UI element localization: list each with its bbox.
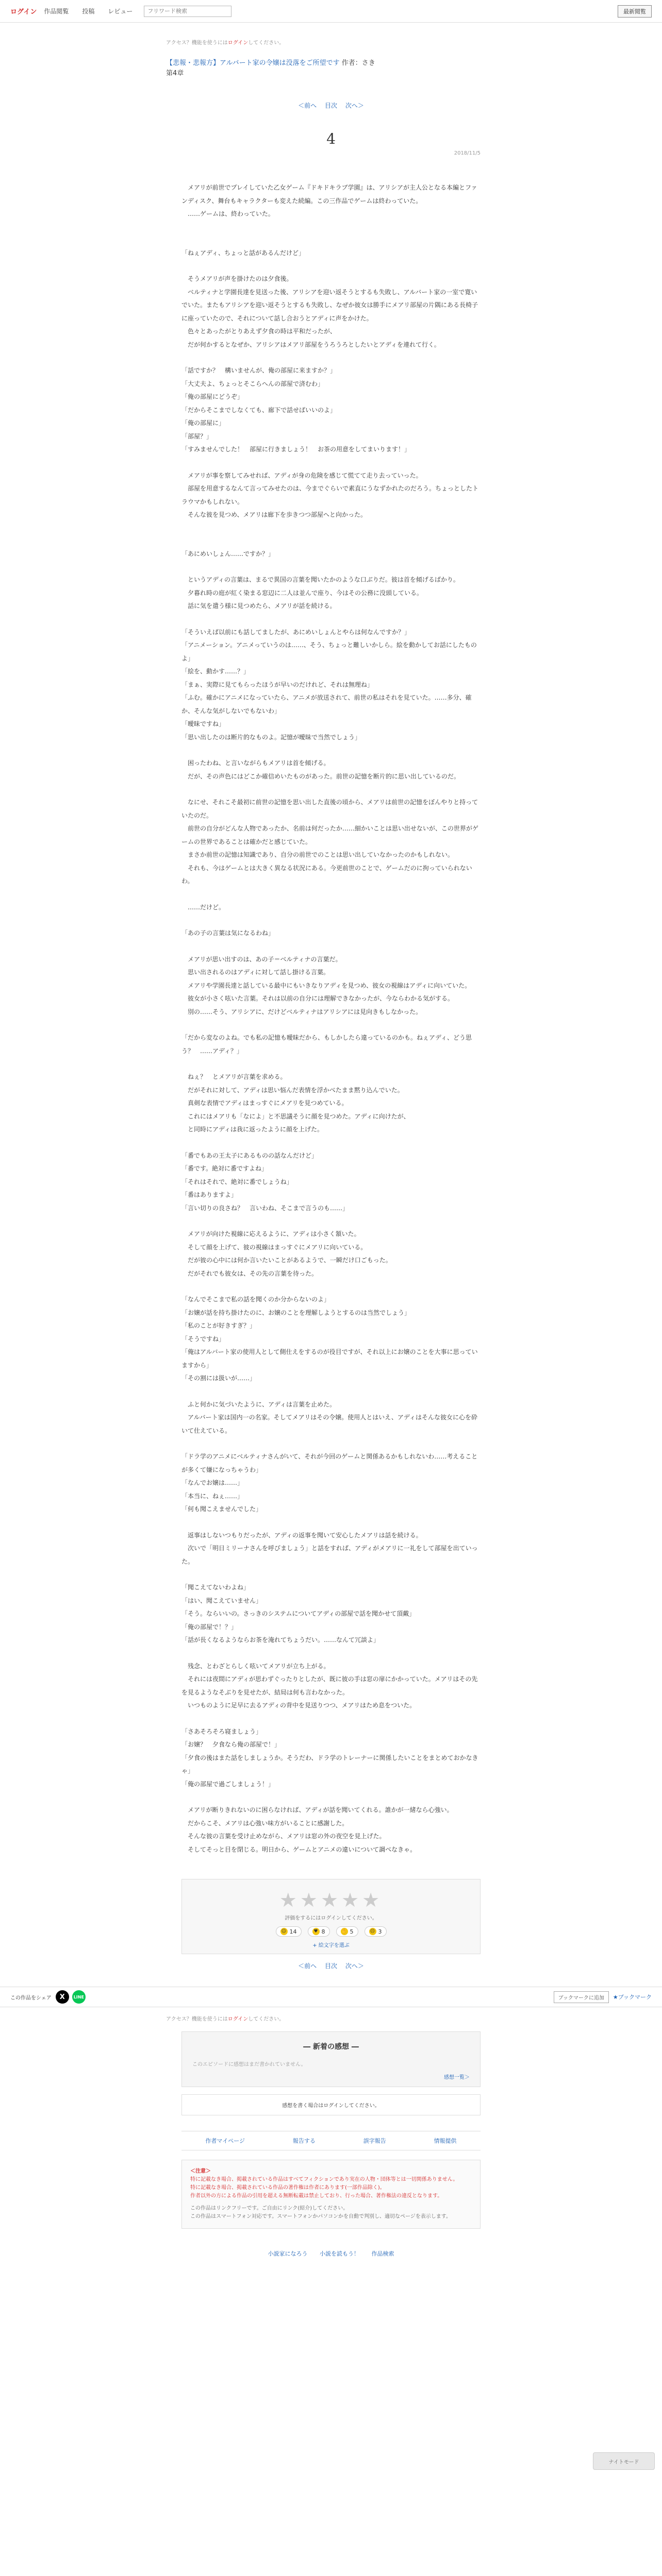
work-title-link[interactable]: 【悲報・悲報方】アルバート家の令嬢は没落をご所望です — [166, 59, 340, 67]
lower-content — [166, 2014, 496, 2022]
body-paragraph — [181, 1713, 481, 1725]
body-paragraph: 「お嬢が話を持ち掛けたのに、お嬢のことを理解しようとするのは当然でしょう」 — [181, 1309, 411, 1316]
body-paragraph — [181, 1791, 481, 1804]
author-links — [181, 2131, 481, 2150]
body-paragraph: 「俺はアルバート家の使用人として側仕えをするのが役目ですが、それ以上にお嬢のことを大事に思っていますから」 — [181, 1348, 478, 1369]
body-paragraph: 「だから変なのよね。でも私の記憶も曖昧だから、もしかしたら違っているのかも。ねぇアディ、どう思う？ ……アディ？」 — [181, 1034, 472, 1055]
body-paragraph: だが、その声色にはどこか確信めいたものがあった。前世の記憶を断片的に思い出しているのだ。 — [181, 772, 460, 780]
body-paragraph: 彼女が小さく呟いた言葉。それは以前の自分には理解できなかったが、今ならわかる気がする。 — [181, 995, 454, 1002]
body-paragraph — [181, 888, 481, 901]
body-paragraph: だが彼の心中には何か言いたいことがあるようで、一瞬だけ口ごもった。 — [181, 1257, 392, 1264]
body-paragraph: 「番でもあの王太子にあるものの話なんだけど」 — [181, 1151, 318, 1159]
line-share-icon[interactable]: LINE — [72, 1990, 86, 2004]
impressions-box — [181, 2031, 481, 2087]
body-paragraph: 次いで「明日ミリーナさんを呼びましょう」と話をすれば、アディがメアリに一礼をして部屋を出ていった。 — [181, 1545, 478, 1565]
next-link-bottom[interactable]: 次へ＞ — [345, 1962, 364, 1970]
body-paragraph: 「その割には扱いが……」 — [181, 1375, 256, 1382]
search-input[interactable] — [144, 6, 231, 17]
body-paragraph: 夕暮れ時の庭が紅く染まる窓辺に二人は並んで座り、今はその公務に没頭している。 — [181, 589, 423, 597]
prev-link[interactable]: ＜前へ — [298, 102, 317, 109]
body-paragraph: だがそれに対して、アディは思い悩んだ表情を浮かべたまま黙り込んでいた。 — [181, 1086, 404, 1094]
body-paragraph — [181, 1019, 481, 1031]
impressions-empty: このエピソードに感想はまだ書かれていません。 — [192, 2062, 306, 2067]
clap-icon: ✋ — [341, 1929, 347, 1934]
body-paragraph: 「そういえば以前にも話してましたが、あにめいしょんとやらは何なんですか？」 — [181, 628, 411, 636]
body-paragraph: 「あの子の言葉は気になるわね」 — [181, 929, 275, 937]
body-paragraph: 「絵を、動かす……？」 — [181, 668, 250, 675]
body-paragraph — [181, 1058, 481, 1071]
body-paragraph — [181, 613, 481, 626]
star-icon[interactable]: ★ — [320, 1889, 342, 1911]
body-paragraph: そうメアリが声を掛けたのは夕食後。 — [181, 275, 293, 282]
next-link[interactable]: 次へ＞ — [345, 102, 364, 109]
body-paragraph: いつものように足早に去るアディの背中を見送りつつ、メアリはため息をついた。 — [181, 1702, 416, 1709]
footer-link-2[interactable]: 小説を読もう！ — [320, 2250, 359, 2257]
body-paragraph: 「はい、聞こえていません」 — [181, 1597, 262, 1604]
share-actions — [554, 1991, 652, 2003]
body-paragraph: 「聞こえてないわよね」 — [181, 1584, 250, 1591]
login-link-bottom[interactable]: ログイン — [227, 2016, 249, 2022]
body-paragraph: アルバート家は国内一の名家。そしてメアリはその令嬢。使用人とはいえ、アディはそんな彼女に心を砕いて仕えている。 — [181, 1414, 477, 1434]
notice-title: ＜注意＞ — [190, 2168, 211, 2174]
body-paragraph — [181, 522, 481, 535]
body-paragraph: 残念、とわざとらしく呟いてメアリが立ち上がる。 — [181, 1662, 330, 1670]
body-paragraph: 部屋を用意するなんて言ってみせたのは、今までぐらいで素直にうなずかれたのだろう。ちょっとしたトラウマかもしれない。 — [181, 485, 479, 505]
notice-gray-1: この作品はリンクフリーです。ご自由にリンク(紹介)してください。 — [190, 2206, 349, 2211]
body-paragraph: 「夕食の後はまた話をしましょうか。そうだわ、ドラ学のトレーナーに関係したいことをまとめておかなきゃ」 — [181, 1754, 478, 1774]
impressions-login-note[interactable]: 感想を書く場合はログインしてください。 — [181, 2094, 481, 2115]
body-paragraph: 「番はありますよ」 — [181, 1191, 238, 1198]
heart-icon: ♥ — [312, 1928, 320, 1935]
body-paragraph — [181, 234, 481, 247]
star-icon[interactable]: ★ — [300, 1889, 321, 1911]
body-paragraph: 話に気を遣う様に見つめたら、メアリが話を続ける。 — [181, 602, 336, 609]
info-link[interactable]: 情報提供 — [434, 2138, 457, 2144]
body-paragraph — [181, 1215, 481, 1228]
rating-note: 評価をするにはログインしてください。 — [285, 1916, 377, 1921]
reaction-cry[interactable]: ☹ 3 — [365, 1926, 387, 1937]
body-paragraph — [181, 914, 481, 927]
toc-link-bottom[interactable]: 目次 — [324, 1962, 337, 1970]
pager-bottom — [166, 1961, 496, 1970]
chapter-number: 4 — [326, 130, 336, 147]
body-paragraph — [181, 221, 481, 234]
cry-icon: ☹ — [369, 1928, 376, 1935]
body-paragraph: メアリが前世でプレイしていた乙女ゲーム『ドキドキラブ学園』は、アリシアが主人公となる本編とファンディスク、舞台もキャラクターも変えた続編。この三作品でゲームは終わっていた。 — [181, 184, 477, 205]
body-paragraph: メアリや学園長達と話している最中にもいきなりアディを見つめ、彼女の視線はアディに向いていた。 — [181, 981, 471, 989]
impressions-title: ― 新着の感想 ― — [303, 2043, 359, 2051]
body-paragraph: ふと何かに気づいたように、アディは言葉を止めた。 — [181, 1400, 336, 1408]
body-paragraph — [181, 1568, 481, 1581]
body-paragraph: 「なんでそこまで私の話を聞くのか分からないのよ」 — [181, 1296, 330, 1303]
star-icon[interactable]: ★ — [279, 1889, 300, 1911]
body-paragraph: というアディの言葉は、まるで異国の言葉を聞いたかのような口ぶりだ。彼は首を傾げるばかり。 — [181, 576, 459, 583]
body-paragraph: 「大丈夫よ、ちょっとそこらへんの部屋で済むわ」 — [181, 380, 324, 387]
notice-red-2: 特に記載なき場合、掲載されている作品の著作権は作者にあります(一部作品除く)。 — [190, 2185, 385, 2191]
body-paragraph: 「俺の部屋にどうぞ」 — [181, 393, 244, 400]
nav-review[interactable]: レビュー — [108, 8, 133, 15]
body-paragraph: 「すみませんでした！ 部屋に行きましょう！ お茶の用意をしてまいります！」 — [181, 446, 411, 453]
smile-icon: ☺ — [280, 1928, 288, 1935]
body-paragraph: 「部屋？」 — [181, 432, 213, 440]
body-paragraph: 「ドラ学のアニメにベルティナさんがいて、それが今回のゲームと関係あるかもしれないわ……考えることが多くて嫌になっちゃうわ」 — [181, 1453, 478, 1473]
body-paragraph: そして顔を上げて、彼の視線はまっすぐにメアリに向いている。 — [181, 1243, 367, 1251]
body-paragraph: メアリが事を察してみせれば、アディが身の危険を感じて慌てて走り去っていった。 — [181, 471, 422, 479]
reaction-heart[interactable]: ♥ 8 — [308, 1926, 330, 1937]
reaction-smile[interactable]: ☺ 14 — [276, 1926, 302, 1937]
footer — [166, 2249, 496, 2258]
body-paragraph: それも、今はゲームとは大きく異なる状況にある。今更前世のことで、ゲームだのに拘っていられないわ。 — [181, 864, 472, 885]
body-paragraph: 色々とあったがとりあえず夕食の時は平和だったが、 — [181, 328, 336, 335]
body-paragraph: 「話ですか？ 構いませんが、俺の部屋に来ますか？」 — [181, 367, 337, 374]
nav-browse[interactable]: 作品閲覧 — [44, 8, 69, 15]
author-page-link[interactable]: 作者マイページ — [205, 2138, 245, 2144]
typo-report-link[interactable]: 誤字報告 — [363, 2138, 386, 2144]
body-paragraph: 「俺の部屋に」 — [181, 419, 225, 427]
body-paragraph: メアリが思い出すのは、あの子＝ベルティナの言葉だ。 — [181, 955, 342, 963]
body-paragraph: これにはメアリも「なによ」と不思議そうに顔を見つめた。アディに向けたが、 — [181, 1112, 410, 1120]
body-paragraph: だがそれでも彼女は、その先の言葉を待った。 — [181, 1269, 318, 1277]
body-paragraph: そしてそっと目を閉じる。明日から、ゲームとアニメの違いについて調べなきゃ。 — [181, 1845, 417, 1853]
share-bar — [0, 1987, 662, 2007]
nav-post[interactable]: 投稿 — [82, 8, 95, 15]
body-paragraph — [181, 744, 481, 757]
star-icon[interactable]: ★ — [341, 1889, 362, 1911]
body-paragraph: 「本当に、ねぇ……」 — [181, 1492, 244, 1500]
body-paragraph: ベルティナと学園長達を見送った後、アリシアを迎い返そうとするも失敗し、アルバート家の一室で寛いでいた。またもアリシアを迎い返そうとするも失敗し、なぜか彼女は勝手にメアリ部屋の片隅にある長椅子に座っていたので、それについて話し合おうとアディに声をかけた。 — [181, 288, 478, 322]
body-paragraph — [181, 535, 481, 548]
history-button[interactable]: 最新閲覧 — [618, 5, 652, 18]
body-paragraph: 「ねぇアディ、ちょっと話があるんだけど」 — [181, 249, 305, 257]
login-note-bottom: アクセス？機能を使うにはログインしてください。 — [166, 2016, 285, 2022]
x-share-icon[interactable]: X — [56, 1990, 69, 2004]
body-paragraph: だが何かするとなぜか、アリシアはメアリ部屋をうろうろとしたいとアディを連れて行く。 — [181, 341, 440, 348]
rating-box — [181, 1879, 481, 1954]
login-note: アクセス？機能を使うにはログインしてください。 — [166, 40, 285, 46]
episode-label: 第4章 — [166, 69, 184, 77]
body-paragraph: 「あにめいしょん……ですか？」 — [181, 550, 275, 557]
body-paragraph: 「俺の部屋で！？」 — [181, 1623, 238, 1631]
body-paragraph: 真剣な表情でアディはまっすぐにメアリを見つめている。 — [181, 1099, 348, 1107]
brand-link[interactable]: ログイン — [10, 8, 37, 16]
work-author: 作者：さき — [341, 59, 375, 67]
body-paragraph — [181, 1385, 481, 1398]
body-paragraph: 前世の自分がどんな人物であったか、名前は何だったか……細かいことは思い出せないが、この世界がゲームの世界であることは確かだと感じていた。 — [181, 825, 478, 845]
bookmark-button[interactable]: ★ブックマーク — [613, 1994, 652, 2001]
body-paragraph: 「お嬢？ 夕食なら俺の部屋で！」 — [181, 1741, 281, 1748]
report-link[interactable]: 報告する — [292, 2138, 316, 2144]
main-content — [166, 38, 496, 1970]
body-paragraph: 「話が長くなるようならお茶を淹れてちょうだい。……なんて冗談よ」 — [181, 1636, 380, 1643]
footer-link-1[interactable]: 小説家になろう — [268, 2250, 308, 2257]
body-paragraph: 「曖昧ですね」 — [181, 720, 225, 727]
share-label: この作品をシェア — [10, 1995, 52, 2001]
publish-date: 2018/11/5 — [454, 150, 481, 156]
body-paragraph: 思い出されるのはアディに対して話し掛ける言葉。 — [181, 969, 330, 976]
body-paragraph — [181, 940, 481, 953]
body-paragraph: 「ふむ。確かにアニメになっていたら、アニメが放送されて、前世の私はそれを見ていた。……多分、確か、そんな気がしないでもないわ」 — [181, 694, 472, 715]
body-paragraph: 「番です。絶対に番ですよね」 — [181, 1165, 268, 1172]
body-paragraph: ……だけど。 — [181, 903, 225, 911]
body-paragraph: 「そう。ならいいの。さっきのシステムについてアディの部屋で話を聞かせて頂戴」 — [181, 1610, 416, 1617]
body-paragraph — [181, 260, 481, 273]
body-paragraph: 「俺の部屋で過ごしましょう！」 — [181, 1780, 275, 1788]
notice-red-1: 特に記載なき場合、掲載されている作品はすべてフィクションであり実在の人物・団体等とは一切関係ありません。 — [190, 2177, 458, 2182]
body-paragraph: 「私のことが好きすぎ？」 — [181, 1322, 256, 1329]
reactions — [182, 1926, 480, 1937]
body-paragraph: 「なんでお嬢は……」 — [181, 1479, 244, 1486]
notice-box — [181, 2160, 481, 2229]
body-paragraph — [181, 1647, 481, 1660]
body-paragraph — [181, 1137, 481, 1149]
body-paragraph — [181, 456, 481, 469]
body-paragraph: そんな彼を見つめ、メアリは廊下を歩きつつ部屋へと向かった。 — [181, 511, 367, 518]
body-paragraph: 「そうですね」 — [181, 1335, 225, 1343]
footer-link-3[interactable]: 作品検索 — [371, 2250, 394, 2257]
star-icon[interactable]: ★ — [362, 1889, 383, 1911]
body-paragraph: ……ゲームは、終わっていた。 — [181, 210, 274, 217]
body-paragraph: 「アニメーション。アニメっていうのは……、そう、ちょっと難しいかしら。絵を動かしてお話にしたものよ」 — [181, 641, 477, 662]
impressions-more-link[interactable]: 感想一覧＞ — [444, 2075, 470, 2080]
body-paragraph: 「言い切りの良さね？ 言いわね、そこまで言うのも……」 — [181, 1204, 349, 1212]
body-paragraph — [181, 561, 481, 573]
toc-link[interactable]: 目次 — [324, 102, 337, 109]
body-paragraph — [181, 783, 481, 796]
add-reaction-link[interactable]: + 絵文字を選ぶ — [312, 1943, 350, 1948]
body-paragraph: 「それはそれで、絶対に番でしょうね」 — [181, 1178, 293, 1185]
body-paragraph — [181, 351, 481, 364]
body-paragraph: 困ったわね、と言いながらもメアリは首を傾げる。 — [181, 759, 330, 767]
body-paragraph: なにせ、それこそ最初に前世の記憶を思い出した直後の頃から、メアリは前世の記憶をぼんやりと持っていたのだ。 — [181, 799, 478, 819]
pager-top — [166, 101, 496, 110]
login-link[interactable]: ログイン — [227, 40, 249, 46]
body-paragraph: 「だからそこまでしなくても、廊下で話せばいいのよ」 — [181, 406, 337, 414]
body-paragraph — [181, 1280, 481, 1293]
reaction-clap[interactable]: ✋ 5 — [336, 1926, 358, 1937]
prev-link-bottom[interactable]: ＜前へ — [298, 1962, 317, 1970]
body-paragraph: 「何も聞こえませんでした」 — [181, 1505, 262, 1513]
body-paragraph: まさか前世の記憶は知識であり、自分の前世でのことは思い出していなかったのかもしれない。 — [181, 851, 454, 858]
body-paragraph — [181, 1437, 481, 1450]
body-paragraph: 「まぁ、実際に見てもらったほうが早いのだけれど、それは無理ね」 — [181, 681, 374, 688]
body-paragraph: 「思い出したのは断片的なものよ。記憶が曖昧で当然でしょう」 — [181, 733, 361, 741]
body-paragraph: 「さあそろそろ寝ましょう」 — [181, 1727, 262, 1735]
body-paragraph: ねぇ？ とメアリが言葉を求める。 — [181, 1073, 287, 1080]
novel-body — [181, 181, 481, 1856]
top-bar — [0, 0, 662, 23]
body-paragraph: それには夜間にアディが思わずぐったりとしたが、既に彼の手は窓の扉にかかっていた。メアリはその先を見るようなそぶりを見せたが、結局は何も言わなかった。 — [181, 1675, 478, 1696]
body-paragraph: と同時にアディは我に返ったように顔を上げた。 — [181, 1126, 324, 1133]
notice-red-3: 作者以外の方による作品の引用を超える無断転載は禁止しており、行った場合、著作権法の違反となります。 — [190, 2193, 443, 2199]
work-title-block — [166, 58, 496, 78]
body-paragraph: 返事はしないつもりだったが、アディの返事を聞いて安心したメアリは話を続ける。 — [181, 1531, 422, 1539]
top-nav — [44, 7, 139, 15]
star-rating[interactable] — [182, 1889, 480, 1911]
body-paragraph: メアリが向けた視線に応えるように、アディは小さく頷いた。 — [181, 1230, 360, 1238]
body-paragraph: 別の……そう、アリシアに、だけどベルティナはアリシアには見向きもしなかった。 — [181, 1008, 422, 1015]
body-paragraph: メアリが断りきれないのに困らなければ、アディが話を聞いてくれる。誰かが一緒なら心強い。 — [181, 1806, 453, 1814]
notice-gray-2: この作品はスマートフォン対応です。スマートフォンかパソコンかを自動で判別し、適切なページを表示します。 — [190, 2214, 451, 2219]
body-paragraph: だからこそ、メアリは心強い味方がいることに感謝した。 — [181, 1819, 349, 1827]
follow-button[interactable]: ブックマークに追加 — [554, 1991, 609, 2003]
night-mode-toggle[interactable]: ナイトモード — [593, 2452, 655, 2470]
body-paragraph: そんな彼の言葉を受け止めながら、メアリは窓の外の夜空を見上げた。 — [181, 1833, 386, 1840]
body-paragraph — [181, 1516, 481, 1529]
